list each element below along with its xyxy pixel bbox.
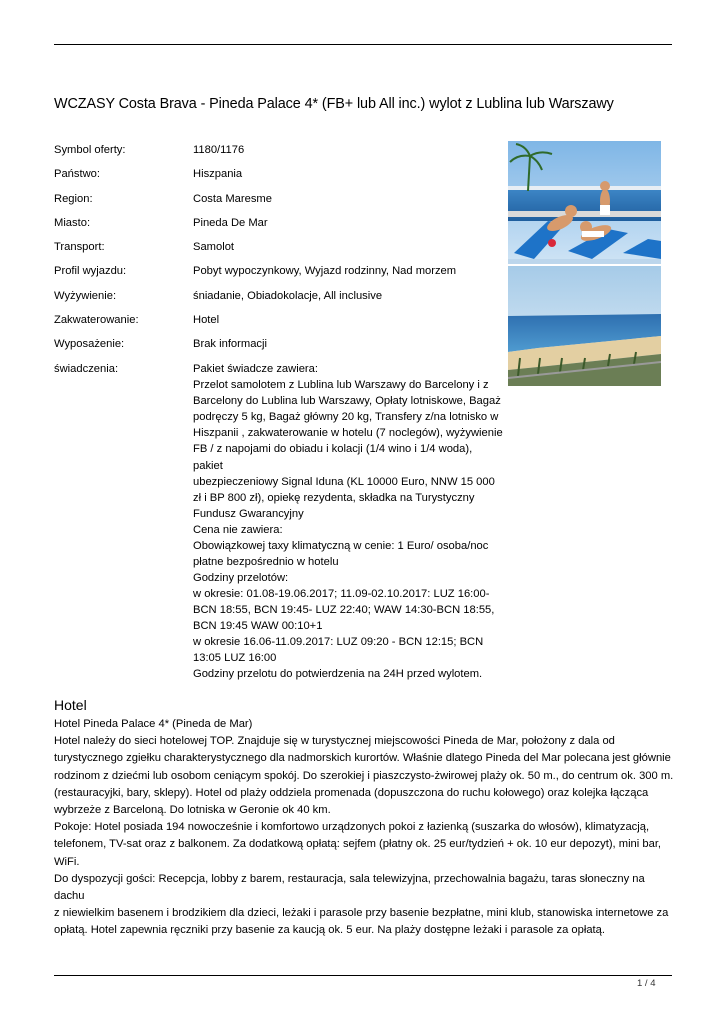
field-label: Zakwaterowanie: [54,314,139,327]
field-value: 1180/1176 [193,144,245,156]
field-label: Transport: [54,241,105,254]
hotel-heading: Hotel [54,697,87,713]
field-value: Hiszpania [193,168,243,181]
services-line: FB / z napojami do obiadu i kolacji (1/4 wino i 1/4 woda), pakiet [193,442,473,472]
field-row [54,141,504,165]
footer-rule [54,975,672,976]
services-line: Przelot samolotem z Lublina lub Warszawy do Barcelony i z [193,378,489,391]
services-line: 13:05 LUZ 16:00 [193,651,277,664]
header-rule [54,44,672,45]
services-line: Pakiet świadcze zawiera: [193,362,318,375]
field-value: Samolot [193,241,235,254]
field-row [54,165,504,189]
page-number: 1 / 4 [637,978,656,989]
field-row [54,262,504,286]
field-value: Hotel [193,314,220,327]
description-line: wybrzeże z Barceloną. Do lotniska w Geronie ok 40 km. [54,804,331,817]
field-label: świadczenia: [54,362,119,375]
field-row [54,287,504,311]
services-line: w okresie 16.06-11.09.2017: LUZ 09:20 - BCN 12:15; BCN [193,635,484,648]
field-value: Brak informacji [193,338,267,351]
field-row [54,311,504,335]
offer-details [54,141,504,683]
field-label: Miasto: [54,216,91,229]
services-line: Obowiązkowej taxy klimatyczną w cenie: 1 Euro/ osoba/noc [193,539,489,552]
description-line: telefonem, TV-sat oraz z balkonem. Za dodatkową opłatą: sejfem (płatny ok. 25 eur/tydzień + ok. 10 eur depozyt), mini bar, [54,838,662,851]
field-value: Pineda De Mar [193,216,268,229]
services-line: Godziny przelotu do potwierdzenia na 24H przed wylotem. [193,667,483,680]
hotel-pool-photo [508,141,661,264]
services-line: Fundusz Gwarancyjny [193,507,304,520]
services-line: ubezpieczeniowy Signal Iduna (KL 10000 Euro, NNW 15 000 [193,475,495,488]
services-line: Cena nie zawiera: [193,523,283,536]
field-label: Państwo: [54,168,101,181]
description-line: Do dyspozycji gości: Recepcja, lobby z barem, restauracja, sala telewizyjna, przechowalnia bagażu, taras słoneczny na dachu [54,872,645,903]
services-line: BCN 19:45 WAW 00:10+1 [193,619,323,632]
hotel-description [54,716,674,940]
description-line: Pokoje: Hotel posiada 194 nowocześnie i komfortowo urządzonych pokoi z łazienką (suszarka do włosów), klimatyzacją, [54,821,650,834]
field-label: Region: [54,192,93,205]
beach-photo [508,266,661,386]
description-line: WiFi. [54,855,80,868]
field-label: Wyposażenie: [54,338,125,351]
services-text [193,362,503,683]
field-row [54,335,504,359]
field-value: Pobyt wypoczynkowy, Wyjazd rodzinny, Nad morzem [193,265,457,278]
services-line: w okresie: 01.08-19.06.2017; 11.09-02.10.2017: LUZ 16:00- [193,587,490,600]
description-line: Hotel należy do sieci hotelowej TOP. Znajduje się w turystycznej miejscowości Pineda de Mar, położony z dala od [54,735,615,748]
field-row [54,214,504,238]
description-line: rodzinom z dziećmi lub osobom ceniącym spokój. Do szerokiej i piaszczysto-żwirowej plaży ok. 50 m., do centrum ok. 300 m. [54,769,674,782]
services-row [54,360,504,683]
services-line: podręczy 5 kg, Bagaż główny 20 kg, Transfery z/na lotnisko w [193,410,499,423]
field-row [54,190,504,214]
description-line: opłatą. Hotel zapewnia ręczniki przy basenie za kaucją ok. 5 eur. Na plaży dostępne leżaki i parasole za opłatą. [54,924,605,937]
field-label: Profil wyjazdu: [54,265,127,278]
services-line: Godziny przelotów: [193,571,289,584]
description-line: (restauracyjki, bary, sklepy). Hotel od plaży oddziela promenada (dopuszczona do ruchu kołowego) oraz kolejka łącząca [54,786,649,799]
field-row [54,238,504,262]
services-line: Hiszpanii , zakwaterowanie w hotelu (7 noclegów), wyżywienie [193,426,503,439]
field-value: śniadanie, Obiadokolacje, All inclusive [193,289,383,302]
services-line: Barcelony do Lublina lub Warszawy, Opłaty lotniskowe, Bagaż [193,394,501,407]
field-label: Symbol oferty: [54,144,126,156]
description-line: z niewielkim basenem i brodzikiem dla dzieci, leżaki i parasole przy basenie bezpłatne, mini klub, stanowiska internetowe za [54,907,669,920]
services-line: płatne bezpośrednio w hotelu [193,555,339,568]
services-line: BCN 18:55, BCN 19:45- LUZ 22:40; WAW 14:30-BCN 18:55, [193,603,495,616]
description-line: Hotel Pineda Palace 4* (Pineda de Mar) [54,718,253,730]
offer-title: WCZASY Costa Brava - Pineda Palace 4* (FB+ lub All inc.) wylot z Lublina lub Warszawy [54,96,614,112]
field-label: Wyżywienie: [54,289,117,302]
services-line: zł i BP 800 zł), opiekę rezydenta, składka na Turystyczny [193,491,475,504]
field-value: Costa Maresme [193,192,272,205]
description-line: turystycznego zgiełku charakterystycznego dla nadmorskich kurortów. Właśnie dlatego Pineda del Mar polecana jest głównie [54,752,671,765]
